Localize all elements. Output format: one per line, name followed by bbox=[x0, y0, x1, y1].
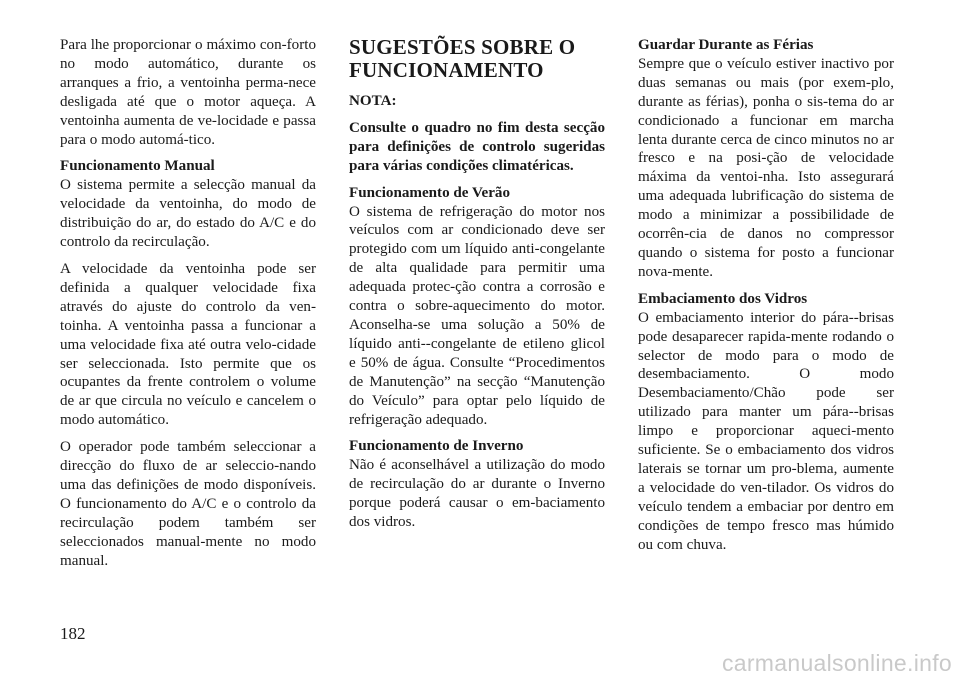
heading-window-fogging: Embaciamento dos Vidros bbox=[638, 290, 808, 307]
note-text: Consulte o quadro no fim desta secção para definições de controlo sugeridas para várias condições climatéricas. bbox=[349, 119, 605, 174]
column-left bbox=[60, 36, 316, 578]
paragraph-manual-system: O sistema permite a selecção manual da velocidade da ventoinha, do modo de distribuição do ar, do estado do A/C e do controlo da recirculação. bbox=[60, 177, 316, 251]
section-manual bbox=[60, 157, 316, 252]
section-title: SUGESTÕES SOBRE O FUNCIONAMENTO bbox=[349, 35, 576, 82]
page-number: 182 bbox=[60, 624, 86, 643]
section-vacation bbox=[638, 36, 894, 282]
paragraph-fogging: O embaciamento interior do pára--brisas pode desaparecer rapida-mente rodando o selector de modo para o modo de desembaciamento. O modo Desembaciamento/Chão pode ser utilizado para manter um pára--brisas limpo e proporcionar aqueci-mento suficiente. Se o embaciamento dos vidros laterais se tornar um pro-blema, aumente a velocidade do ven-tilador. Os vidros do veículo tendem a embaciar por dentro em condições de tempo fresco mas húmido ou com chuva. bbox=[638, 309, 894, 553]
watermark: carmanualsonline.info bbox=[721, 650, 952, 676]
heading-summer-operation: Funcionamento de Verão bbox=[349, 184, 511, 201]
paragraph-airflow-direction: O operador pode também seleccionar a direcção do fluxo de ar seleccio-nando uma das definições de modo disponíveis. O funcionamento do A/C e o controlo da recirculação podem também ser seleccionados manual-mente no modo manual. bbox=[60, 439, 316, 569]
heading-manual-operation: Funcionamento Manual bbox=[60, 158, 215, 175]
paragraph-winter: Não é aconselhável a utilização do modo de recirculação do ar durante o Inverno porque poderá causar o em-baciamento dos vidros. bbox=[349, 457, 605, 531]
column-middle bbox=[349, 36, 605, 540]
section-fogging bbox=[638, 290, 894, 555]
column-right bbox=[638, 36, 894, 562]
paragraph-fan-speed: A velocidade da ventoinha pode ser definida a qualquer velocidade fixa através do ajuste do controlo da ven-toinha. A ventoinha passa a funcionar a uma velocidade fixa até outra velo-cidade ser seleccionada. Isto permite que os ocupantes da frente controlem o volume de ar que circula no veículo e cancelem o modo automático. bbox=[60, 260, 316, 429]
heading-winter-operation: Funcionamento de Inverno bbox=[349, 438, 524, 455]
note-label: NOTA: bbox=[349, 93, 397, 109]
section-winter bbox=[349, 437, 605, 532]
paragraph-auto-mode: Para lhe proporcionar o máximo con-forto no modo automático, durante os arranques a frio, a ventoinha perma-nece desligada até que o motor aqueça. A ventoinha aumenta de ve-locidade e passa para o modo automá-tico. bbox=[60, 37, 316, 148]
section-summer bbox=[349, 184, 605, 430]
paragraph-vacation: Sempre que o veículo estiver inactivo por duas semanas ou mais (por exem-plo, durante as férias), ponha o sis-tema do ar condicionado a funcionar em marcha lenta durante cerca de cinco minutos no ar fresco e na posi-ção de velocidade máxima da ventoi-nha. Isto assegurará uma adequada lubrificação do sistema de modo a minimizar a possibilidade de ocorrên-cia de danos no compressor quando o sistema for posto a funcionar nova-mente. bbox=[638, 55, 894, 280]
heading-vacation-storage: Guardar Durante as Férias bbox=[638, 37, 814, 53]
paragraph-summer: O sistema de refrigeração do motor nos veículos com ar condicionado deve ser protegido com um líquido anti-congelante de alta qualidade para permitir uma adequada protec-ção contra a corrosão e contra o sobre-aquecimento do motor. Aconselha-se uma solução a 50% de líquido anti--congelante de etileno glicol e 50% de água. Consulte “Procedimentos de Manutenção” na secção “Manutenção do Veículo” para optar pelo líquido de refrigeração adequado. bbox=[349, 203, 605, 428]
